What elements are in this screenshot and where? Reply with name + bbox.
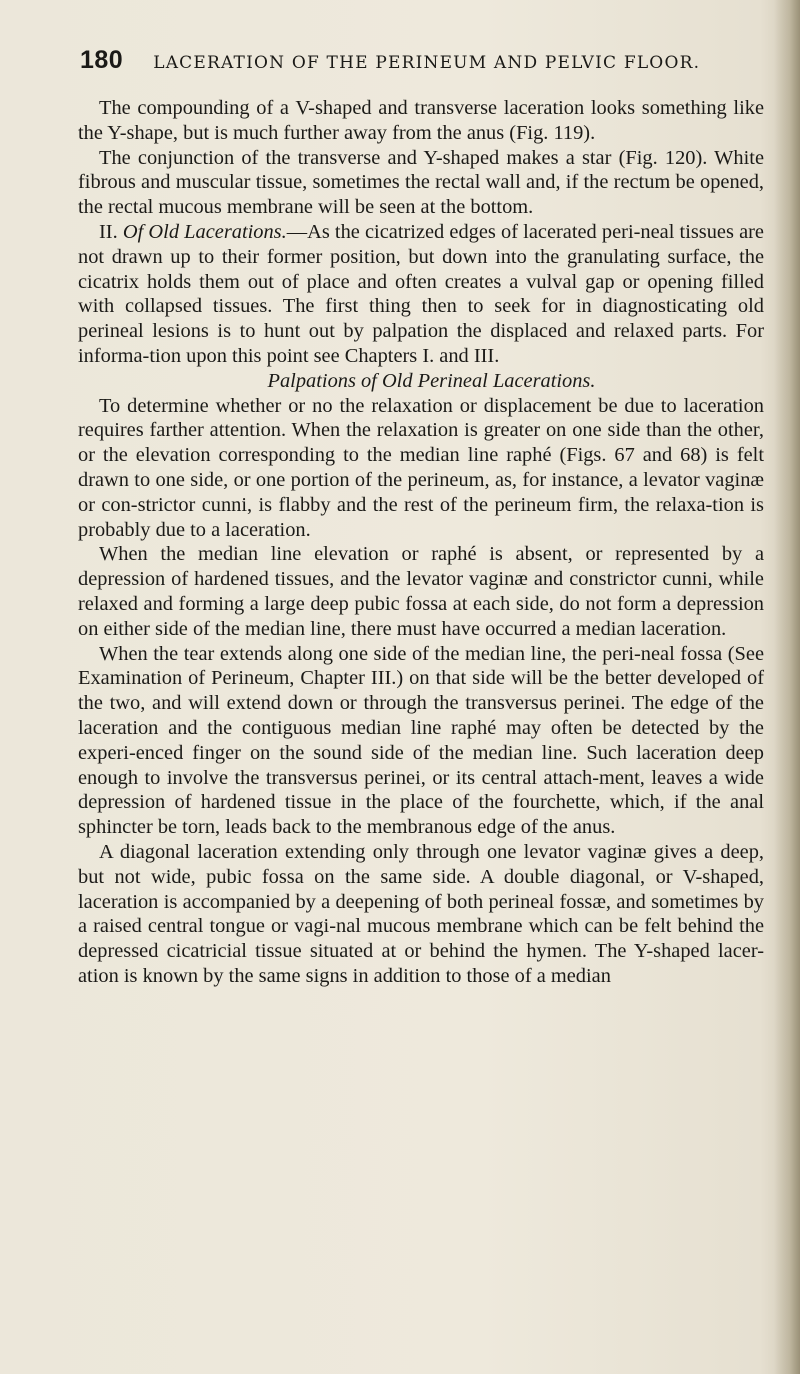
paragraph-3-text: —As the cicatrized edges of lacerated peri-neal tissues are not drawn up to their former position, but down into the granulating surface, the cicatrix holds them out of place and often creates a vulval gap or opening filled with collapsed tissues. The first thing then to seek for in diagnosticating old perineal lesions is to hunt out by palpation the displaced and relaxed parts. For informa-tion upon this point see Chapters I. and III. bbox=[78, 220, 764, 367]
running-title: LACERATION OF THE PERINEUM AND PELVIC FLOOR. bbox=[153, 53, 701, 73]
paragraph-1: The compounding of a V-shaped and transverse laceration looks something like the Y-shape, but is much further away from the anus (Fig. 119). bbox=[78, 97, 764, 144]
paragraph-4: To determine whether or no the relaxation or displacement be due to laceration requires farther attention. When the relaxation is greater on one side than the other, or the elevation corresponding to the median line raphé (Figs. 67 and 68) is felt drawn to one side, or one portion of the perineum, as, for instance, a levator vaginæ or con-strictor cunni, is flabby and the rest of the perineum firm, the relaxa-tion is probably due to a laceration. bbox=[78, 394, 764, 541]
paragraph-7: A diagonal laceration extending only through one levator vaginæ gives a deep, but not wide, pubic fossa on the same side. A double diagonal, or V-shaped, laceration is accompanied by a deepening of both perineal fossæ, and sometimes by a raised central tongue or vagi-nal mucous membrane which can be felt behind the depressed cicatricial tissue situated at or behind the hymen. The Y-shaped lacer-ation is known by the same signs in addition to those of a median bbox=[78, 840, 764, 987]
paragraph-5: When the median line elevation or raphé is absent, or represented by a depression of hardened tissues, and the levator vaginæ and constrictor cunni, while relaxed and forming a large deep pubic fossa at each side, do not form a depression on either side of the median line, there must have occurred a median laceration. bbox=[78, 543, 764, 640]
paragraph-6: When the tear extends along one side of the median line, the peri-neal fossa (See Examination of Perineum, Chapter III.) on that side will be the better developed of the two, and will extend down or through the transversus perinei. The edge of the laceration and the contiguous median line raphé may often be detected by the experi-enced finger on the sound side of the median line. Such laceration deep enough to involve the transversus perinei, or its central attach-ment, leaves a wide depression of hardened tissue in the place of the fourchette, which, if the anal sphincter be torn, leads back to the membranous edge of the anus. bbox=[78, 642, 764, 839]
page-header bbox=[80, 46, 780, 78]
paragraph-3-numeral: II. bbox=[99, 220, 123, 243]
section-heading: Palpations of Old Perineal Lacerations. bbox=[267, 369, 596, 392]
paragraph-2: The conjunction of the transverse and Y-shaped makes a star (Fig. 120). White fibrous and muscular tissue, sometimes the rectal wall and, if the rectum be opened, the rectal mucous membrane will be seen at the bottom. bbox=[78, 146, 764, 219]
page-edge-shadow bbox=[774, 0, 800, 1374]
old-lacerations-heading: Of Old Lacerations. bbox=[122, 220, 287, 243]
page-number: 180 bbox=[80, 46, 124, 74]
body-text bbox=[78, 96, 764, 989]
paragraph-3 bbox=[78, 220, 764, 369]
